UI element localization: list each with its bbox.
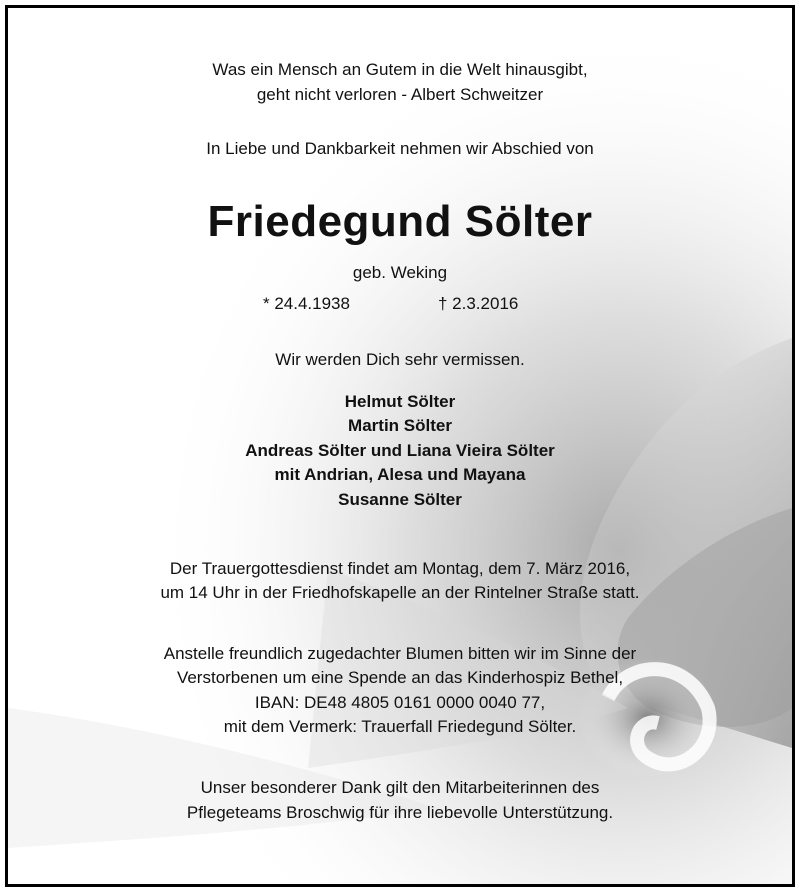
donation-line-4: mit dem Vermerk: Trauerfall Friedegund Sölter.	[223, 717, 577, 736]
mourner-1: Helmut Sölter	[344, 392, 456, 411]
donation-line-3: IBAN: DE48 4805 0161 0000 0040 77,	[254, 693, 546, 712]
mourner-5: Susanne Sölter	[338, 490, 462, 509]
maiden-name: geb. Weking	[352, 263, 448, 282]
mourner-2: Martin Sölter	[348, 416, 452, 435]
obituary-frame	[5, 5, 795, 887]
mourner-3: Andreas Sölter und Liana Vieira Sölter	[245, 441, 555, 460]
donation-line-2: Verstorbenen um eine Spende an das Kinderhospiz Bethel,	[176, 668, 624, 687]
deceased-name: Friedegund Sölter	[207, 197, 593, 246]
thanks-line-1: Unser besonderer Dank gilt den Mitarbeiterinnen des	[200, 778, 600, 797]
death-date: † 2.3.2016	[438, 294, 519, 313]
miss-line: Wir werden Dich sehr vermissen.	[275, 350, 525, 369]
obituary-content	[8, 8, 792, 884]
quote-line-2: geht nicht verloren - Albert Schweitzer	[256, 85, 544, 104]
birth-date: * 24.4.1938	[263, 294, 350, 313]
donation-line-1: Anstelle freundlich zugedachter Blumen bitten wir im Sinne der	[163, 644, 637, 663]
mourner-4: mit Andrian, Alesa und Mayana	[274, 465, 526, 484]
intro-text: In Liebe und Dankbarkeit nehmen wir Abschied von	[206, 139, 594, 158]
thanks-line-2: Pflegeteams Broschwig für ihre liebevolle Unterstützung.	[186, 803, 614, 822]
service-line-2: um 14 Uhr in der Friedhofskapelle an der Rintelner Straße statt.	[160, 583, 640, 602]
quote-line-1: Was ein Mensch an Gutem in die Welt hinausgibt,	[212, 60, 588, 79]
service-line-1: Der Trauergottesdienst findet am Montag, dem 7. März 2016,	[169, 559, 631, 578]
